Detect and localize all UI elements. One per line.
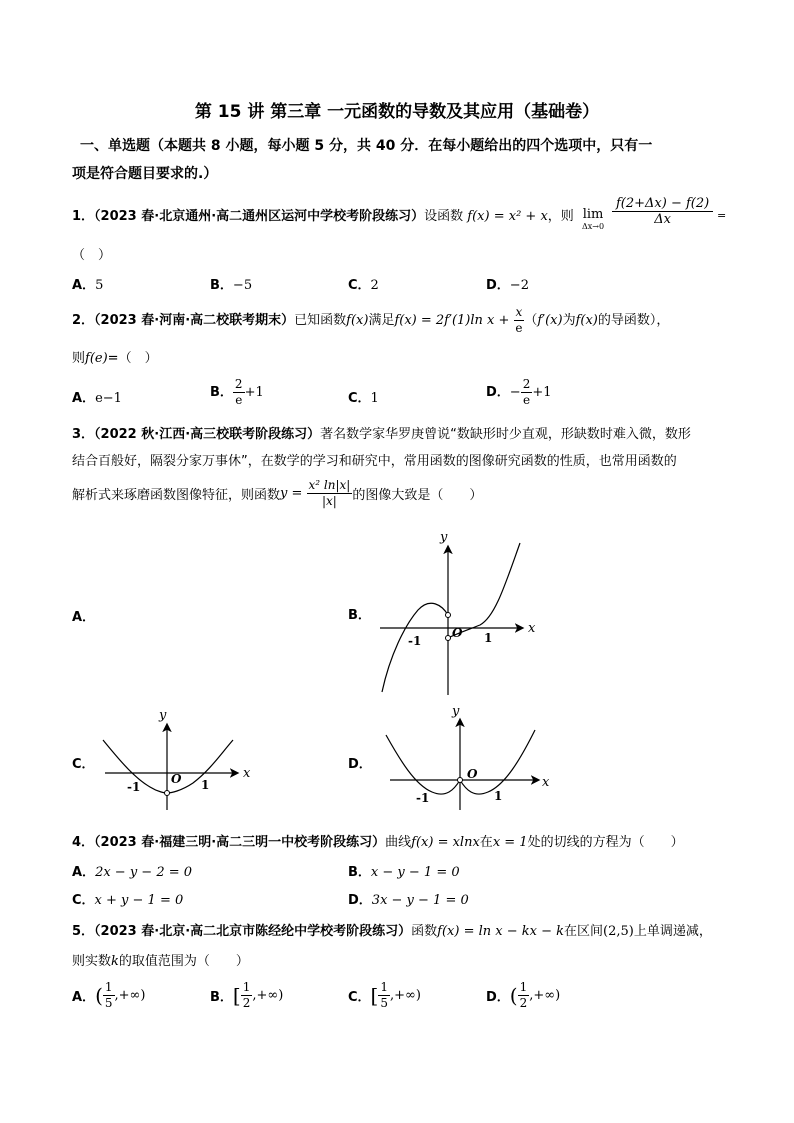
- question-1: [72, 205, 574, 224]
- y-label: y: [452, 704, 460, 719]
- q3-frac-n: x² ln|x|: [308, 478, 351, 492]
- q4-text-a: 曲线: [385, 835, 412, 850]
- q1-option-d[interactable]: D．−2: [486, 278, 529, 293]
- question-4: [72, 831, 684, 850]
- q4-function: f(x) = xlnx: [411, 835, 480, 850]
- q3-line3-a: 解析式来琢磨函数图像特征，则函数: [72, 488, 281, 503]
- question-5: [72, 920, 712, 939]
- q5-number: 5．: [72, 924, 95, 939]
- q3-source: （2022 秋·江西·高三校联考阶段练习）: [94, 427, 321, 442]
- q1-fraction: [612, 196, 713, 227]
- y-label: y: [159, 708, 167, 723]
- q4-text-c: 处的切线的方程为（ ）: [527, 835, 684, 850]
- q4-text-b: 在: [479, 835, 493, 850]
- q5-option-c[interactable]: C．[ $\frac{1}{5}$ ,+∞): [348, 980, 421, 1010]
- q2-option-a[interactable]: A．e−1: [72, 391, 122, 406]
- q5-interval: (2,5): [603, 924, 634, 939]
- q1-lim: lim: [582, 207, 604, 222]
- q2-fe: f(e): [85, 351, 108, 366]
- q3-y-eq: y =: [280, 486, 303, 501]
- section-heading-line2: 项是符合题目要求的.）: [72, 166, 218, 182]
- q3-option-c-label[interactable]: C．: [72, 757, 95, 772]
- q2-text-e: 的导函数），: [597, 313, 670, 328]
- curve-right: [460, 730, 535, 794]
- pos1-label: 1: [494, 789, 503, 803]
- question-2-line2: [72, 347, 158, 366]
- origin-label: O: [452, 626, 463, 640]
- q5-option-b[interactable]: B．[ $\frac{1}{2}$ ,+∞): [210, 980, 284, 1010]
- neg1-label: -1: [408, 634, 422, 648]
- q2-equation: f(x) = 2f′(1)ln x +: [394, 313, 510, 328]
- q5-option-a[interactable]: A．( $\frac{1}{5}$ ,+∞): [72, 980, 146, 1010]
- q2-option-b[interactable]: B． $\frac{2}{e}$ +1: [210, 377, 264, 407]
- q1-number: 1．: [72, 209, 95, 224]
- q5-option-d[interactable]: D．( $\frac{1}{2}$ ,+∞): [486, 980, 561, 1010]
- question-2: [72, 305, 669, 336]
- y-label: y: [440, 530, 448, 545]
- q2-text-b: 满足: [368, 313, 395, 328]
- q5-function: f(x) = ln x − kx − k: [437, 924, 564, 939]
- section-heading-line1: 一、单选题（本题共 8 小题，每小题 5 分，共 40 分．在每小题给出的四个选项中，只有一: [80, 138, 653, 154]
- q3-option-a[interactable]: A．: [72, 610, 96, 625]
- x-label: x: [542, 775, 550, 790]
- q1-source: （2023 春·北京通州·高二通州区运河中学校考阶段练习）: [94, 209, 425, 224]
- open-point-bottom: [446, 636, 451, 641]
- q2-frac-n: x: [515, 305, 523, 319]
- q1-paren: （ ）: [72, 248, 112, 263]
- q4-option-b[interactable]: B．x − y − 1 = 0: [348, 865, 460, 880]
- q1-option-b[interactable]: B．−5: [210, 278, 253, 293]
- q1-text-a: 设函数: [424, 209, 464, 224]
- x-label: x: [528, 621, 536, 636]
- q1-limit: [582, 196, 604, 231]
- open-point-top: [446, 613, 451, 618]
- q3-graph-d[interactable]: [380, 700, 555, 815]
- q1-option-c[interactable]: C．2: [348, 278, 379, 293]
- q2-fx: f(x): [346, 313, 369, 328]
- pos1-label: 1: [484, 631, 493, 645]
- q1-equals: =: [717, 209, 727, 222]
- q1-function: f(x) = x² + x: [467, 209, 548, 224]
- q5-text-a: 函数: [411, 924, 438, 939]
- q3-line3: [72, 478, 482, 509]
- open-point: [165, 791, 170, 796]
- q4-number: 4．: [72, 835, 95, 850]
- q2-text-d: 为: [562, 313, 576, 328]
- q3-frac-d: |x|: [322, 494, 337, 508]
- question-5-line2: [72, 950, 249, 969]
- q4-condition: x = 1: [492, 835, 528, 850]
- q1-lim-sub: Δx→0: [582, 222, 605, 231]
- q5-text-b: 在区间: [564, 924, 604, 939]
- q4-option-c[interactable]: C．x + y − 1 = 0: [72, 893, 184, 908]
- q2-line2-a: 则: [72, 351, 86, 366]
- q2-option-c[interactable]: C．1: [348, 391, 379, 406]
- q1-frac-denominator: Δx: [654, 212, 671, 227]
- q5-line2-b: 的取值范围为（ ）: [118, 954, 249, 969]
- q1-frac-numerator: f(2+Δx) − f(2): [612, 196, 713, 212]
- q2-text-a: 已知函数: [294, 313, 347, 328]
- q4-source: （2023 春·福建三明·高二三明一中校考阶段练习）: [94, 835, 386, 850]
- q3-graph-b[interactable]: [370, 525, 550, 700]
- q5-source: （2023 春·北京·高二北京市陈经纶中学校考阶段练习）: [94, 924, 412, 939]
- page-title: 第 15 讲 第三章 一元函数的导数及其应用（基础卷）: [194, 102, 600, 122]
- q5-k: k: [111, 954, 119, 969]
- q2-line2-b: =（ ）: [107, 351, 158, 366]
- q3-option-d-label[interactable]: D．: [348, 757, 372, 772]
- pos1-label: 1: [201, 778, 210, 792]
- q4-option-d[interactable]: D．3x − y − 1 = 0: [348, 893, 469, 908]
- neg1-label: -1: [416, 791, 430, 805]
- x-label: x: [243, 766, 251, 781]
- q4-option-a[interactable]: A．2x − y − 2 = 0: [72, 865, 193, 880]
- neg1-label: -1: [127, 780, 141, 794]
- curve-right: [448, 543, 520, 638]
- q3-line2: 结合百般好，隔裂分家万事休”，在数学的学习和研究中，常用函数的图像研究函数的性质，也常用函数的: [72, 454, 677, 469]
- q3-option-b-label[interactable]: B．: [348, 608, 371, 623]
- q1-text-b: ，则: [547, 209, 574, 224]
- q3-line3-b: 的图像大致是（ ）: [352, 488, 483, 503]
- q2-number: 2．: [72, 313, 95, 328]
- q2-frac-d: e: [515, 321, 523, 335]
- q1-option-a[interactable]: A．5: [72, 278, 104, 293]
- q2-text-c: （: [524, 313, 538, 328]
- q3-line1: 著名数学家华罗庚曾说“数缺形时少直观，形缺数时难入微，数形: [320, 427, 691, 442]
- q5-line2-a: 则实数: [72, 954, 112, 969]
- curve-left: [386, 735, 460, 794]
- q2-source: （2023 春·河南·高二校联考期末）: [94, 313, 295, 328]
- origin-label: O: [171, 772, 182, 786]
- q2-fprime: f′(x): [537, 313, 563, 328]
- q2-option-d[interactable]: D．− $\frac{2}{e}$ +1: [486, 377, 552, 407]
- q3-number: 3．: [72, 427, 95, 442]
- origin-label: O: [467, 767, 478, 781]
- q3-graph-c[interactable]: [95, 705, 260, 815]
- q5-text-c: 上单调递减，: [633, 924, 712, 939]
- q2-fx2: f(x): [575, 313, 598, 328]
- open-point: [458, 778, 463, 783]
- question-3: [72, 423, 691, 442]
